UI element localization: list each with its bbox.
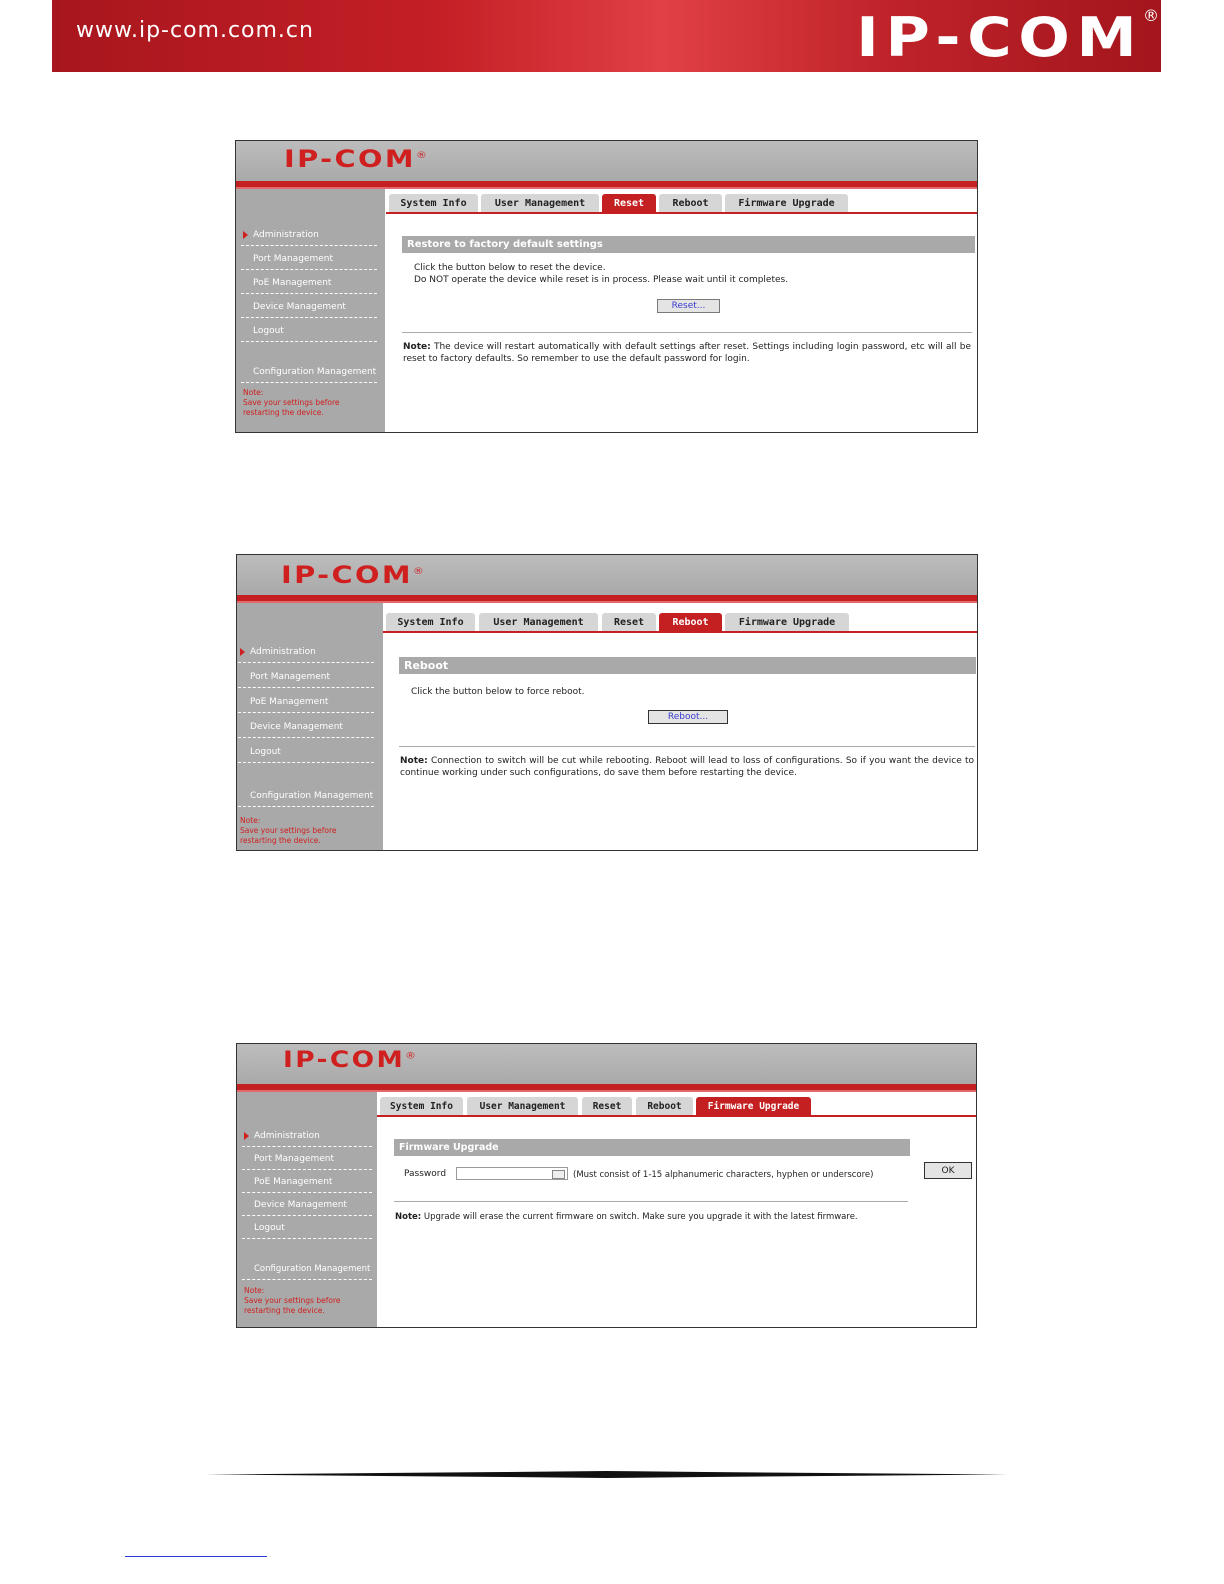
tab-user-management[interactable]: User Management [467,1097,578,1115]
tab-system-info[interactable]: System Info [389,194,478,212]
tab-system-info[interactable]: System Info [380,1097,463,1115]
tab-underline [377,1115,976,1117]
document-brand-logo: IP-COM [855,6,1143,69]
reboot-button[interactable]: Reboot... [648,710,728,724]
keyboard-icon [552,1170,565,1179]
reset-note: Note: The device will restart automatically with default settings after reset. Settings including login password, etc will all be reset to factory defaults. So remember to use the default password for login. [403,342,971,364]
password-hint: (Must consist of 1-15 alphanumeric characters, hyphen or underscore) [573,1170,874,1180]
sidebar-item-port-management[interactable]: Port Management [242,1148,372,1170]
arrow-right-icon [240,648,245,656]
sidebar-item-logout[interactable]: Logout [241,320,377,342]
sidebar-item-device-management[interactable]: Device Management [238,716,374,738]
ok-button[interactable]: OK [924,1162,972,1179]
sidebar [236,189,385,432]
arrow-right-icon [243,231,248,239]
section-title: Firmware Upgrade [394,1139,910,1156]
app-header [236,141,977,181]
sidebar-note: Note: Save your settings before restarting the device. [243,388,340,417]
sidebar [237,1092,377,1327]
tab-firmware-upgrade[interactable]: Firmware Upgrade [725,613,849,631]
sidebar-item-administration[interactable]: Administration [238,641,374,663]
tab-reset[interactable]: Reset [582,1097,632,1115]
footer-divider [205,1471,1007,1478]
firmware-upgrade-screenshot [236,1043,977,1328]
tab-bar [380,1097,975,1115]
tab-reboot[interactable]: Reboot [659,613,722,631]
tab-firmware-upgrade[interactable]: Firmware Upgrade [725,194,848,212]
sidebar-item-device-management[interactable]: Device Management [241,296,377,318]
tab-bar [386,613,976,631]
reboot-screenshot [236,554,978,851]
sidebar-item-poe-management[interactable]: PoE Management [238,691,374,713]
footer-link-underline[interactable] [125,1556,267,1557]
tab-reset[interactable]: Reset [602,194,656,212]
section-title: Restore to factory default settings [402,236,975,253]
sidebar-item-configuration-management[interactable]: Configuration Management [242,1258,372,1280]
tab-user-management[interactable]: User Management [481,194,599,212]
sidebar-item-configuration-management[interactable]: Configuration Management [241,361,377,383]
sidebar-item-logout[interactable]: Logout [238,741,374,763]
tab-underline [383,631,977,633]
sidebar-note: Note: Save your settings before restarting the device. [240,816,337,845]
sidebar-item-poe-management[interactable]: PoE Management [241,272,377,294]
divider [402,332,972,333]
reset-instruction-2: Do NOT operate the device while reset is in process. Please wait until it completes. [414,275,789,285]
reset-screenshot [235,140,978,433]
tab-system-info[interactable]: System Info [386,613,475,631]
firmware-note: Note: Upgrade will erase the current firmware on switch. Make sure you upgrade it with the latest firmware. [395,1212,858,1222]
tab-reboot[interactable]: Reboot [636,1097,693,1115]
tab-reset[interactable]: Reset [602,613,656,631]
app-logo: IP-COM® [283,1048,419,1073]
section-title: Reboot [399,657,976,674]
sidebar-item-logout[interactable]: Logout [242,1217,372,1239]
tab-firmware-upgrade[interactable]: Firmware Upgrade [696,1097,811,1115]
document-header-banner [52,0,1161,72]
sidebar-item-administration[interactable]: Administration [242,1125,372,1147]
app-logo: IP-COM® [284,145,430,173]
sidebar-item-port-management[interactable]: Port Management [238,666,374,688]
divider [399,746,975,747]
password-label: Password [404,1169,447,1179]
divider [394,1201,908,1202]
app-header [237,555,977,595]
sidebar-item-poe-management[interactable]: PoE Management [242,1171,372,1193]
reboot-note: Note: Connection to switch will be cut while rebooting. Reboot will lead to loss of configurations. So if you want the device to continue working under such configurations, do save them before restarting the device. [400,756,974,778]
tab-user-management[interactable]: User Management [479,613,598,631]
document-url: www.ip-com.com.cn [76,18,314,43]
app-header [237,1044,976,1084]
sidebar-item-port-management[interactable]: Port Management [241,248,377,270]
sidebar-item-configuration-management[interactable]: Configuration Management [238,785,374,807]
reboot-instruction: Click the button below to force reboot. [411,687,585,697]
sidebar [237,603,383,850]
tab-underline [386,212,977,214]
reset-button[interactable]: Reset... [657,299,720,313]
reset-instruction-1: Click the button below to reset the device. [414,263,606,273]
tab-bar [389,194,977,212]
sidebar-item-administration[interactable]: Administration [241,224,377,246]
arrow-right-icon [244,1132,249,1140]
sidebar-item-device-management[interactable]: Device Management [242,1194,372,1216]
tab-reboot[interactable]: Reboot [659,194,722,212]
app-logo: IP-COM® [281,561,427,589]
password-input[interactable] [456,1167,568,1180]
sidebar-note: Note: Save your settings before restarting the device. [244,1286,341,1315]
registered-mark: ® [1143,6,1159,25]
